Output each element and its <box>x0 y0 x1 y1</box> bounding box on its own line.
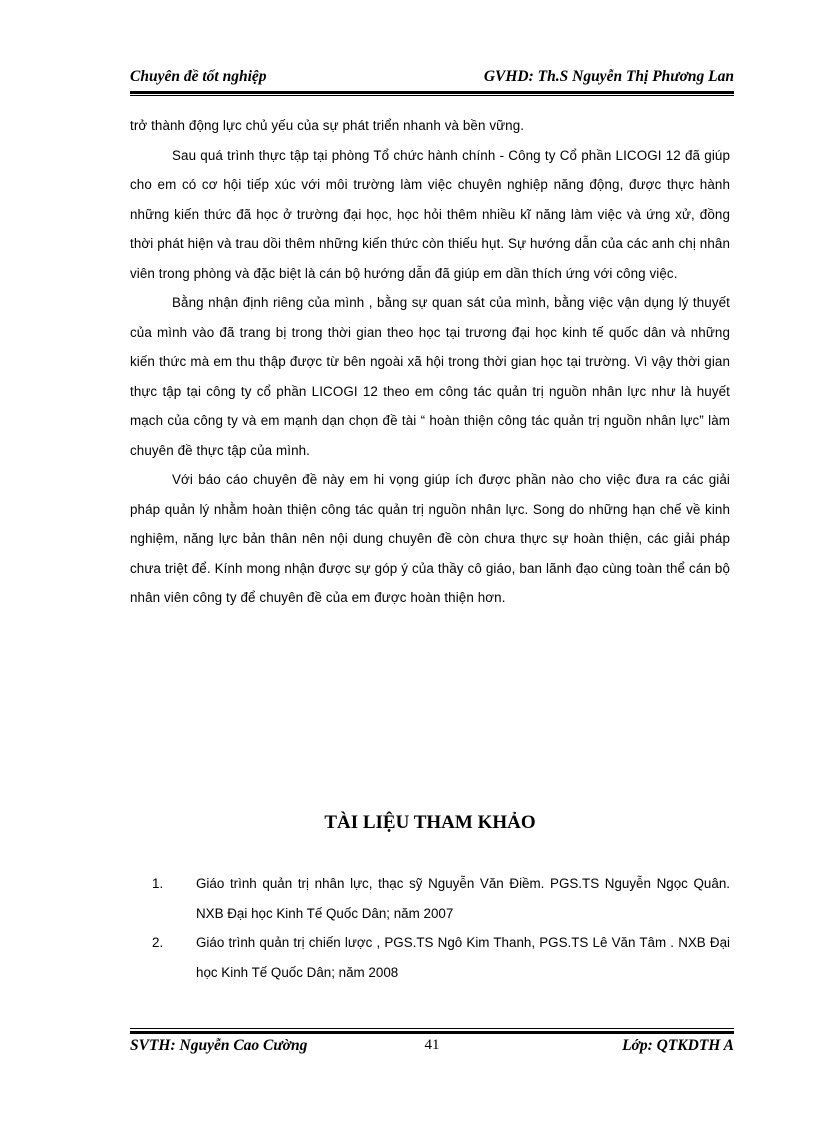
reference-item <box>130 928 730 987</box>
page-header <box>130 66 734 90</box>
paragraph: Bằng nhận định riêng của mình , bằng sự quan sát của mình, bằng việc vận dụng lý thuyết của mình vào đã trang bị trong thời gian theo học tại trương đại học kinh tế quốc dân và những kiến thức mà em thu thập được từ bên ngoài xã hội trong thời gian học tại trường. Vì vậy thời gian thực tập tại công ty cổ phần LICOGI 12 theo em công tác quản trị nguồn nhân lực như là huyết mạch của công ty và em mạnh dạn chọn đề tài “ hoàn thiện công tác quản trị nguồn nhân lực” làm chuyên đề thực tập của mình. <box>130 295 730 458</box>
paragraph: Sau quá trình thực tập tại phòng Tổ chức hành chính - Công ty Cổ phần LICOGI 12 đã giúp cho em có cơ hội tiếp xúc với môi trường làm việc chuyên nghiệp năng động, được thực hành những kiến thức đã học ở trường đại học, học hỏi thêm nhiều kĩ năng làm việc và ứng xử, đồng thời phát hiện và trau dồi thêm những kiến thức còn thiếu hụt. Sự hướng dẫn của các anh chị nhân viên trong phòng và đặc biệt là cán bộ hướng dẫn đã giúp em dần thích ứng với công việc. <box>130 147 730 281</box>
page-footer <box>130 1037 734 1061</box>
reference-number: 1. <box>152 876 164 891</box>
paragraph: trở thành động lực chủ yếu của sự phát triển nhanh và bền vững. <box>130 118 525 133</box>
header-rule-thin <box>130 95 734 96</box>
reference-number: 2. <box>152 935 164 950</box>
paragraph: Với báo cáo chuyên đề này em hi vọng giúp ích được phần nào cho việc đưa ra các giải pháp quản lý nhằm hoàn thiện công tác quản trị nguồn nhân lực. Song do những hạn chế về kinh nghiệm, năng lực bản thân nên nội dung chuyên đề còn chưa thực sự hoàn thiện, các giải pháp chưa triệt để. Kính mong nhận được sự góp ý của thầy cô giáo, ban lãnh đạo cùng toàn thể cán bộ nhân viên công ty để chuyên đề của em được hoàn thiện hơn. <box>130 472 730 605</box>
footer-class: Lớp: QTKDTH A <box>622 1037 734 1054</box>
header-title: Chuyên đề tốt nghiệp <box>130 68 267 85</box>
references-title: TÀI LIỆU THAM KHẢO <box>324 812 536 833</box>
footer-student: SVTH: Nguyễn Cao Cường <box>130 1037 308 1054</box>
footer-rule-thick <box>130 1031 734 1034</box>
header-rule-thick <box>130 91 734 94</box>
reference-item <box>130 869 730 928</box>
reference-text: Giáo trình quản trị chiến lược , PGS.TS Ngô Kim Thanh, PGS.TS Lê Văn Tâm . NXB Đại học Kinh Tế Quốc Dân; năm 2008 <box>196 935 730 980</box>
body-text <box>130 111 730 613</box>
reference-text: Giáo trình quản trị nhân lực, thạc sỹ Nguyễn Văn Điềm. PGS.TS Nguyễn Ngọc Quân. NXB Đại học Kinh Tế Quốc Dân; năm 2007 <box>196 876 730 921</box>
page-number: 41 <box>424 1037 440 1053</box>
header-advisor: GVHD: Th.S Nguyễn Thị Phương Lan <box>483 68 734 85</box>
references-list <box>130 869 730 987</box>
footer-rule-thin <box>130 1028 734 1029</box>
